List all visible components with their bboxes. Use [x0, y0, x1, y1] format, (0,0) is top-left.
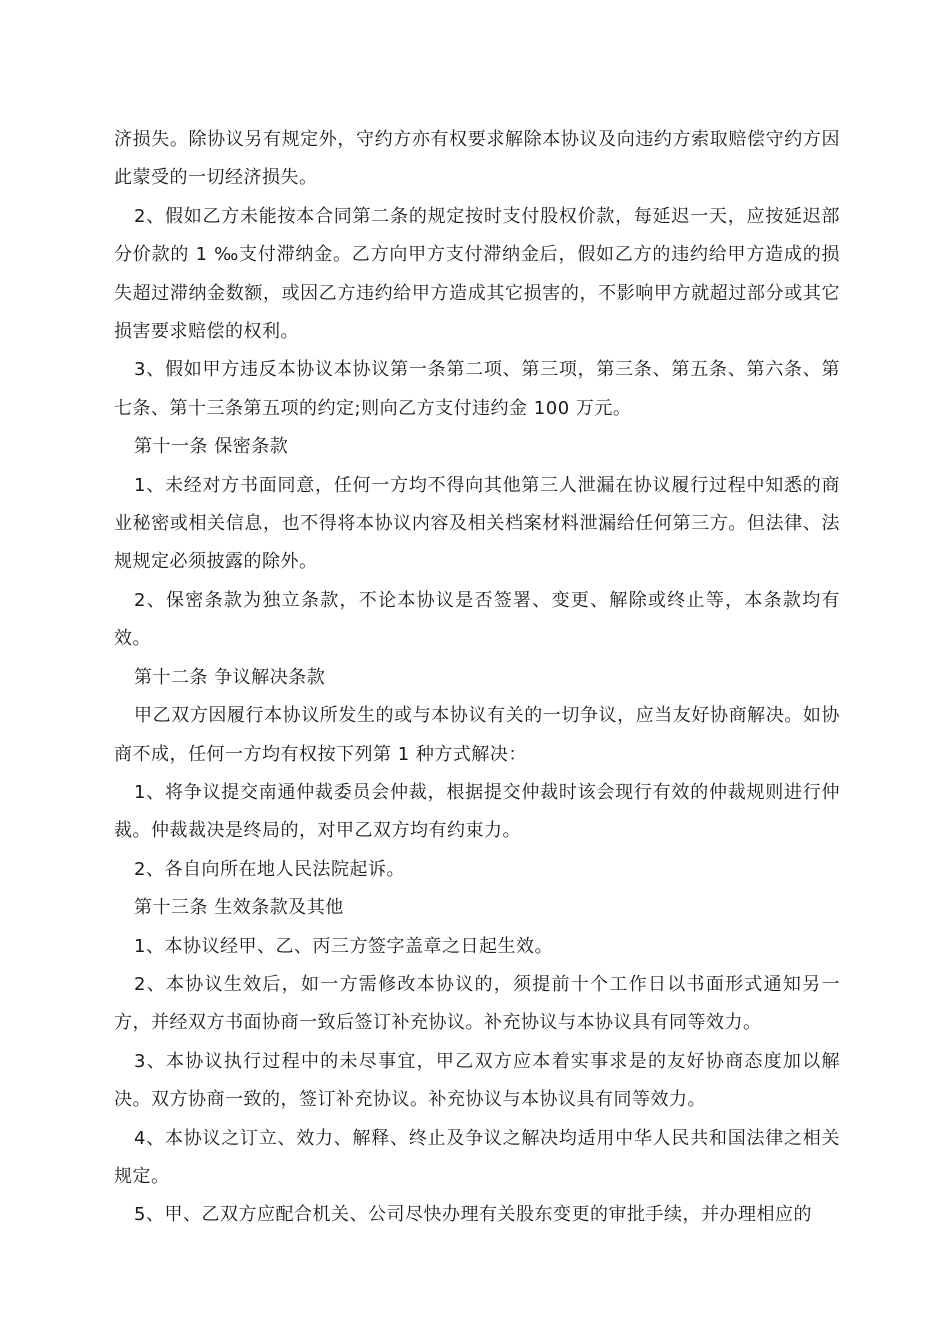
paragraph-effective-5: 5、甲、乙双方应配合机关、公司尽快办理有关股东变更的审批手续，并办理相应的 [134, 1204, 812, 1226]
article-12-heading: 第十二条 争议解决条款 [134, 666, 326, 688]
article-13-heading: 第十三条 生效条款及其他 [134, 897, 344, 919]
paragraph-effective-2: 2、本协议生效后，如一方需修改本协议的，须提前十个工作日以书面形式通知另一方，并经双方书面协商一致后签订补充协议。补充协议与本协议具有同等效力。 [114, 973, 840, 1034]
paragraph-late-payment-penalty: 2、假如乙方未能按本合同第二条的规定按时支付股权价款，每延迟一天，应按延迟部分价款的 1 ‰支付滞纳金。乙方向甲方支付滞纳金后，假如乙方的违约给甲方造成的损失超过滞纳金数额，或因乙方违约给甲方造成其它损害的，不影响甲方就超过部分或其它损害要求赔偿的权利。 [114, 205, 840, 343]
paragraph-dispute-arbitration: 1、将争议提交南通仲裁委员会仲裁，根据提交仲裁时该会现行有效的仲裁规则进行仲裁。仲裁裁决是终局的，对甲乙双方均有约束力。 [114, 781, 840, 842]
paragraph-effective-1: 1、本协议经甲、乙、丙三方签字盖章之日起生效。 [134, 935, 553, 957]
paragraph-effective-3: 3、本协议执行过程中的未尽事宜，甲乙双方应本着实事求是的友好协商态度加以解决。双方协商一致的，签订补充协议。补充协议与本协议具有同等效力。 [114, 1050, 840, 1111]
article-11-heading: 第十一条 保密条款 [134, 436, 289, 458]
paragraph-dispute-court: 2、各自向所在地人民法院起诉。 [134, 858, 405, 880]
paragraph-dispute-intro: 甲乙双方因履行本协议所发生的或与本协议有关的一切争议，应当友好协商解决。如协商不成，任何一方均有权按下列第 1 种方式解决： [114, 705, 840, 765]
paragraph-breach-continuation: 济损失。除协议另有规定外，守约方亦有权要求解除本协议及向违约方索取赔偿守约方因此蒙受的一切经济损失。 [114, 129, 840, 189]
paragraph-confidentiality-2: 2、保密条款为独立条款，不论本协议是否签署、变更、解除或终止等，本条款均有效。 [114, 589, 840, 650]
paragraph-liquidated-damages: 3、假如甲方违反本协议本协议第一条第二项、第三项，第三条、第五条、第六条、第七条、第十三条第五项的约定;则向乙方支付违约金 100 万元。 [114, 359, 840, 419]
paragraph-effective-4: 4、本协议之订立、效力、解释、终止及争议之解决均适用中华人民共和国法律之相关规定。 [114, 1127, 840, 1187]
paragraph-confidentiality-1: 1、未经对方书面同意，任何一方均不得向其他第三人泄漏在协议履行过程中知悉的商业秘密或相关信息，也不得将本协议内容及相关档案材料泄漏给任何第三方。但法律、法规规定必须披露的除外。 [114, 474, 840, 573]
document-body [114, 121, 840, 1235]
